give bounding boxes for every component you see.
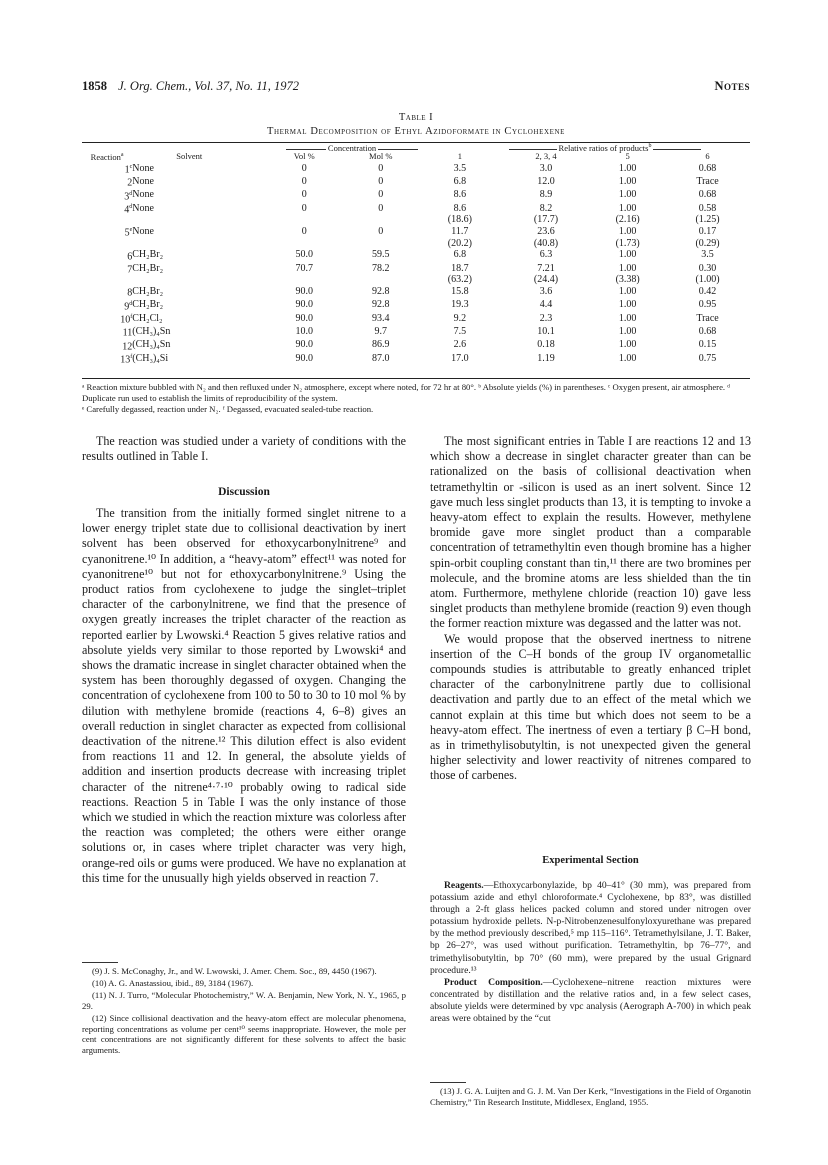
cell-reaction: 12 xyxy=(122,340,133,352)
cell-mol: 0 xyxy=(378,189,384,201)
cell-product-234: 1.19 xyxy=(537,352,555,364)
cell-product-5: 1.00 xyxy=(618,339,637,351)
cell-product-5: 1.00 xyxy=(618,175,637,187)
table-footnote: ᵉ Carefully degassed, reaction under N₂. ᶠ Degassed, evacuated sealed-tube reaction. xyxy=(82,404,374,414)
right-references xyxy=(430,1086,751,1109)
cell-reaction: 9$^d$ xyxy=(124,300,133,312)
cell-mol: 0 xyxy=(378,225,384,237)
cell-vol: 0 xyxy=(301,162,307,174)
table-footnote: ᵃ Reaction mixture bubbled with N₂ and then refluxed under N₂ atmosphere, except where noted, for 72 hr at 80°. ᵇ Absolute yields (%) in parentheses. ᶜ Oxygen present, air atmosphere. ᵈ Duplicate run used to establish the limits of reproducibility of the system. xyxy=(82,382,730,403)
cell-solvent: (CH₃)₄Si xyxy=(132,352,169,364)
cell-product-1: 8.6 xyxy=(453,202,467,214)
cell-solvent xyxy=(132,215,265,225)
running-head-left xyxy=(82,79,299,94)
table-row xyxy=(82,225,750,238)
col-header-product-5: 5 xyxy=(625,151,630,161)
cell-product-1: 6.8 xyxy=(453,175,467,187)
cell-reaction xyxy=(82,215,132,225)
reference-item: (10) A. G. Anastassiou, ibid., 89, 3184 (1967). xyxy=(92,977,254,988)
table-row xyxy=(82,262,750,275)
reagents-text: —Ethoxycarbonylazide, bp 40–41° (30 mm), was prepared from potassium azide and ethyl chloroformate.⁴ Cyclohexene, bp 83°, was distilled through a 2-ft glass helices packed column and stored under nitrogen over potassium hydroxide pellets. N-p-Nitrobenzenesulfonyloxyurethane was prepared by the method previously described,⁵ mp 115–116°. Tetramethylsilane, J. T. Baker, bp 26–27°, was used without purification. Tetramethyltin, bp 76–77°, and trimethylisobutyltin, bp 70° (60 mm), were prepared by the usual Grignard procedure.¹³ xyxy=(430,880,751,976)
cell-mol: 93.4 xyxy=(371,312,390,324)
section-name: Notes xyxy=(714,79,750,93)
table-row xyxy=(82,325,750,338)
reference-item: (9) J. S. McConaghy, Jr., and W. Lwowski, J. Amer. Chem. Soc., 89, 4450 (1967). xyxy=(92,966,377,976)
cell-mol: 0 xyxy=(378,162,384,174)
intro-paragraph: The reaction was studied under a variety of conditions with the results outlined in Table I. xyxy=(82,434,406,464)
cell-reaction: 4$^d$ xyxy=(124,203,133,216)
cell-product-5: (3.38) xyxy=(615,274,640,286)
cell-vol: 90.0 xyxy=(295,352,313,364)
col-header-solvent: Solvent xyxy=(176,151,203,161)
cell-reaction: 11 xyxy=(122,327,133,339)
cell-reaction: 2 xyxy=(127,177,133,189)
running-head xyxy=(82,79,750,95)
cell-solvent: CH₂Br₂ xyxy=(132,299,164,311)
table-row xyxy=(82,162,750,175)
cell-product-1: 19.3 xyxy=(451,299,469,311)
cell-product-234: 23.6 xyxy=(537,225,555,237)
cell-product-5: 1.00 xyxy=(618,352,637,364)
table-row xyxy=(82,202,750,215)
cell-product-5: 1.00 xyxy=(618,312,637,324)
cell-product-6: (0.29) xyxy=(695,237,720,249)
cell-product-6: 0.68 xyxy=(698,325,717,337)
experimental-body xyxy=(430,880,751,1025)
cell-mol xyxy=(344,215,418,225)
table-row xyxy=(82,275,750,285)
cell-mol: 78.2 xyxy=(371,262,390,274)
cell-product-5: 1.00 xyxy=(618,285,637,297)
cell-product-234: 8.9 xyxy=(539,189,553,201)
right-paragraph-1: The most significant entries in Table I are reactions 12 and 13 which show a decrease in singlet character greater than can be rationalized on the basis of collisional deactivation when tetramethyltin or -silicon is used as an inert solvent. Since 12 gave much less singlet products than 13, it is tempting to invoke a heavy-atom effect to explain the results. However, methylene bromide gave more singlet product than a comparable concentration of tetramethyltin even though bromine has a higher spin-orbit coupling constant than tin,¹¹ there are two bromines per molecule, and the bromine atoms are less shielded than the tin atom. Furthermore, methylene chloride (reaction 10) gave less singlet products than methylene bromide (reaction 9) even though the former reaction mixture was degassed and the latter was not. xyxy=(430,434,751,631)
cell-product-1: 6.8 xyxy=(453,249,467,261)
table-row xyxy=(82,175,750,188)
cell-vol: 10.0 xyxy=(295,325,313,337)
right-paragraph-2: We would propose that the observed inertness to nitrene insertion of the C–H bonds of the group IV organometallic compounds studies is attributable to greatly enhanced triplet character of the carbonylnitrene partly due to collisional deactivation and partly due to an effect of the metal which we cannot explain at this time but which does not seem to be a heavy-atom effect. The inertness of even a tertiary β C–H bond, as in trimethylisobutyltin, is not unexpected given the general higher selectivity and lower reactivity of nitrenes compared to those of carbenes. xyxy=(430,631,751,783)
cell-vol: 90.0 xyxy=(295,339,313,351)
concentration-header-text: Concentration xyxy=(327,143,377,153)
table-row xyxy=(82,215,750,225)
cell-product-1: 7.5 xyxy=(453,325,467,337)
table-row xyxy=(82,189,750,202)
cell-vol: 90.0 xyxy=(295,285,313,297)
table-row xyxy=(82,239,750,249)
table-bottom-rule xyxy=(82,378,750,379)
cell-vol: 90.0 xyxy=(295,299,313,311)
cell-product-1: 11.7 xyxy=(451,225,469,237)
cell-mol xyxy=(344,275,418,285)
journal-citation: J. Org. Chem., Vol. 37, No. 11, 1972 xyxy=(118,79,300,93)
cell-product-1: 3.5 xyxy=(453,162,467,174)
col-header-mol: Mol % xyxy=(369,151,393,161)
cell-vol xyxy=(265,215,344,225)
cell-product-6: 0.68 xyxy=(698,162,717,174)
cell-product-5: 1.00 xyxy=(618,325,637,337)
ratios-header-sup: b xyxy=(648,143,652,150)
left-column-intro xyxy=(82,434,406,464)
table-label: Table I xyxy=(398,112,434,123)
cell-product-234: (17.7) xyxy=(533,214,559,226)
cell-product-5: 1.00 xyxy=(618,202,637,214)
cell-reaction: 10$^f$ xyxy=(120,313,133,326)
cell-product-1: 17.0 xyxy=(451,352,469,364)
reagents-paragraph xyxy=(430,880,751,977)
cell-reaction: 8 xyxy=(127,287,133,299)
cell-product-6: 0.15 xyxy=(698,339,717,351)
cell-solvent xyxy=(132,275,265,285)
table-footnotes xyxy=(82,382,750,415)
product-composition-label: Product Composition. xyxy=(444,976,543,988)
reagents-label: Reagents. xyxy=(444,880,484,891)
cell-solvent: CH₂Br₂ xyxy=(132,285,164,297)
cell-product-5: (1.73) xyxy=(615,237,640,249)
cell-product-234: 2.3 xyxy=(539,312,553,324)
cell-solvent: CH₂Br₂ xyxy=(132,249,164,261)
cell-product-6: 0.30 xyxy=(698,262,717,274)
cell-mol: 87.0 xyxy=(371,352,390,364)
references-rule xyxy=(82,962,118,963)
table-row xyxy=(82,339,750,352)
table-body xyxy=(82,162,750,365)
cell-mol: 86.9 xyxy=(371,339,390,351)
cell-product-5: 1.00 xyxy=(618,162,637,174)
cell-product-234: 0.18 xyxy=(537,339,555,351)
table-row xyxy=(82,312,750,325)
cell-product-234: 7.21 xyxy=(537,262,555,274)
cell-product-1: 18.7 xyxy=(451,262,469,274)
cell-mol: 9.7 xyxy=(374,325,387,337)
right-references-rule xyxy=(430,1082,466,1083)
cell-vol xyxy=(265,239,344,249)
table-title: Thermal Decomposition of Ethyl Azidoformate in Cyclohexene xyxy=(266,126,566,137)
cell-product-5: 1.00 xyxy=(618,262,637,274)
cell-solvent: None xyxy=(132,162,154,174)
cell-product-234: 10.1 xyxy=(537,325,555,337)
cell-solvent: None xyxy=(132,175,154,187)
col-header-product-234: 2, 3, 4 xyxy=(535,151,557,161)
cell-reaction: 3$^d$ xyxy=(124,190,133,202)
table-header-row xyxy=(82,150,750,162)
table-row xyxy=(82,352,750,365)
cell-product-234: (40.8) xyxy=(533,237,559,249)
data-table xyxy=(82,150,750,365)
cell-product-234: 12.0 xyxy=(537,175,555,187)
cell-product-6: 0.68 xyxy=(698,189,717,201)
cell-product-5: 1.00 xyxy=(618,189,637,201)
cell-product-234: 4.4 xyxy=(539,299,553,311)
cell-vol: 0 xyxy=(301,189,307,201)
cell-product-5: 1.00 xyxy=(618,225,637,237)
cell-product-234: 8.2 xyxy=(539,202,553,214)
cell-product-6: 3.5 xyxy=(701,249,714,261)
cell-mol: 0 xyxy=(378,202,384,214)
cell-product-6: (1.25) xyxy=(695,214,720,226)
cell-solvent: CH₂Cl₂ xyxy=(132,312,163,324)
col-header-product-6: 6 xyxy=(705,151,710,161)
cell-product-1: 9.2 xyxy=(453,312,467,324)
cell-product-234: 3.6 xyxy=(539,285,553,297)
cell-mol: 92.8 xyxy=(371,299,390,311)
cell-reaction xyxy=(82,239,132,249)
cell-reaction: 7 xyxy=(127,264,133,276)
experimental-heading: Experimental Section xyxy=(542,855,639,866)
cell-product-1: (63.2) xyxy=(447,274,472,286)
cell-solvent: None xyxy=(132,202,154,214)
cell-vol: 0 xyxy=(301,202,307,214)
cell-vol: 0 xyxy=(301,225,307,237)
cell-product-1: 2.6 xyxy=(453,339,467,351)
cell-reaction xyxy=(82,275,132,285)
cell-vol: 0 xyxy=(301,175,307,187)
cell-solvent: None xyxy=(132,225,154,237)
cell-reaction: 13$^f$ xyxy=(120,353,133,366)
cell-solvent: None xyxy=(132,189,154,201)
cell-product-1: 8.6 xyxy=(453,189,467,201)
cell-product-5: 1.00 xyxy=(618,299,637,311)
cell-product-234: (24.4) xyxy=(533,274,559,286)
cell-product-6: Trace xyxy=(696,175,719,187)
cell-mol: 0 xyxy=(378,175,384,187)
ratios-header-text: Relative ratios of products xyxy=(558,143,649,153)
cell-vol: 50.0 xyxy=(295,249,313,261)
table-row xyxy=(82,285,750,298)
cell-solvent: CH₂Br₂ xyxy=(132,262,164,274)
cell-product-234: 3.0 xyxy=(539,162,553,174)
cell-solvent: (CH₃)₄Sn xyxy=(132,339,171,351)
cell-vol xyxy=(265,275,344,285)
cell-product-6: 0.58 xyxy=(698,202,717,214)
col-header-reaction: Reaction$^a$ xyxy=(90,151,124,162)
cell-vol: 90.0 xyxy=(295,312,313,324)
left-references xyxy=(82,966,406,1057)
discussion-heading: Discussion xyxy=(218,486,270,498)
col-header-product-1: 1 xyxy=(457,151,462,161)
cell-product-6: 0.17 xyxy=(698,225,717,237)
product-composition-paragraph xyxy=(430,977,751,1025)
reference-item: (12) Since collisional deactivation and the heavy-atom effect are molecular phenomena, reporting concentrations as volume per cent¹⁰ seems inappropriate. However, the mole per cent concentrations are not significantly different for these solvents to affect the basic arguments. xyxy=(82,1012,406,1056)
cell-product-1: 15.8 xyxy=(451,285,469,297)
page-number: 1858 xyxy=(82,79,107,93)
cell-product-6: 0.95 xyxy=(698,299,717,311)
reference-item: (13) J. G. A. Luijten and G. J. M. Van Der Kerk, “Investigations in the Field of Organotin Chemistry,” Tin Research Institute, Middlesex, England, 1955. xyxy=(430,1086,751,1107)
cell-reaction: 6 xyxy=(127,250,133,262)
cell-product-6: Trace xyxy=(696,312,719,324)
cell-product-5: (2.16) xyxy=(615,214,640,226)
col-header-vol: Vol % xyxy=(293,151,315,161)
cell-solvent xyxy=(132,239,265,249)
table-row xyxy=(82,299,750,312)
table-row xyxy=(82,249,750,262)
cell-vol: 70.7 xyxy=(295,262,313,274)
cell-product-6: 0.42 xyxy=(698,285,717,297)
cell-mol: 59.5 xyxy=(371,249,390,261)
cell-mol xyxy=(344,239,418,249)
cell-solvent: (CH₃)₄Sn xyxy=(132,325,171,337)
cell-product-234: 6.3 xyxy=(539,249,553,261)
cell-product-1: (20.2) xyxy=(447,237,472,249)
right-column-body xyxy=(430,434,751,784)
cell-product-6: 0.75 xyxy=(698,352,717,364)
cell-product-5: 1.00 xyxy=(618,249,637,261)
cell-product-1: (18.6) xyxy=(447,214,472,226)
cell-mol: 92.8 xyxy=(371,285,390,297)
reference-item: (11) N. J. Turro, “Molecular Photochemistry,” W. A. Benjamin, New York, N. Y., 1965, p 29. xyxy=(82,989,406,1011)
cell-product-6: (1.00) xyxy=(695,274,720,286)
cell-reaction: 5e xyxy=(124,227,133,239)
discussion-body xyxy=(82,506,406,886)
discussion-paragraph: The transition from the initially formed singlet nitrene to a lower energy triplet state due to collisional deactivation by inert solvent has been observed for ethoxycarbonylnitrene⁹ and cyanonitrene.¹⁰ In addition, a “heavy-atom” effect¹¹ was noted for cyanonitrene¹⁰ but not for ethoxycarbonylnitrene.⁹ Using the product ratios from cyclohexene to judge the singlet–triplet character of the carbonylnitrene, we find that the presence of oxygen greatly increases the triplet character of the reaction as reported earlier by Lwowski.⁴ Reaction 5 gives relative ratios and absolute yields very similar to those reported by Lwowski⁴ and shows the dramatic increase in singlet character obtained when the system has been thoroughly degassed of oxygen. Changing the concentration of cyclohexene from 100 to 50 to 30 to 10 mol % by dilution with methylene bromide (reactions 4, 6–8) gives an overall reduction in singlet character as expected from collisional deactivation of the nitrene.¹² This dilution effect is also evident from reactions 11 and 12. In general, the absolute yields of addition and insertion products decrease with increasing triplet character of the nitrene⁴·⁷·¹⁰ probably owing to radical side reactions. Reaction 5 in Table I was the only instance of those which we studied in which the reaction mixture was colorless after the reaction was completed; the others were either orange solutions or, in cases where triplet character was very high, orange-red oils or gums were produced. We have no explanation at this time for the unusually high yields observed in reaction 7. xyxy=(82,506,406,885)
cell-reaction: 1$^c$ xyxy=(124,164,133,176)
product-composition-text: —Cyclohexene–nitrene reaction mixtures were concentrated by distillation and the relative ratios and, in a few select cases, absolute yields were determined by vpc analysis (Aerograph A-700) in which peak areas were obtained by the “cut xyxy=(430,976,751,1025)
